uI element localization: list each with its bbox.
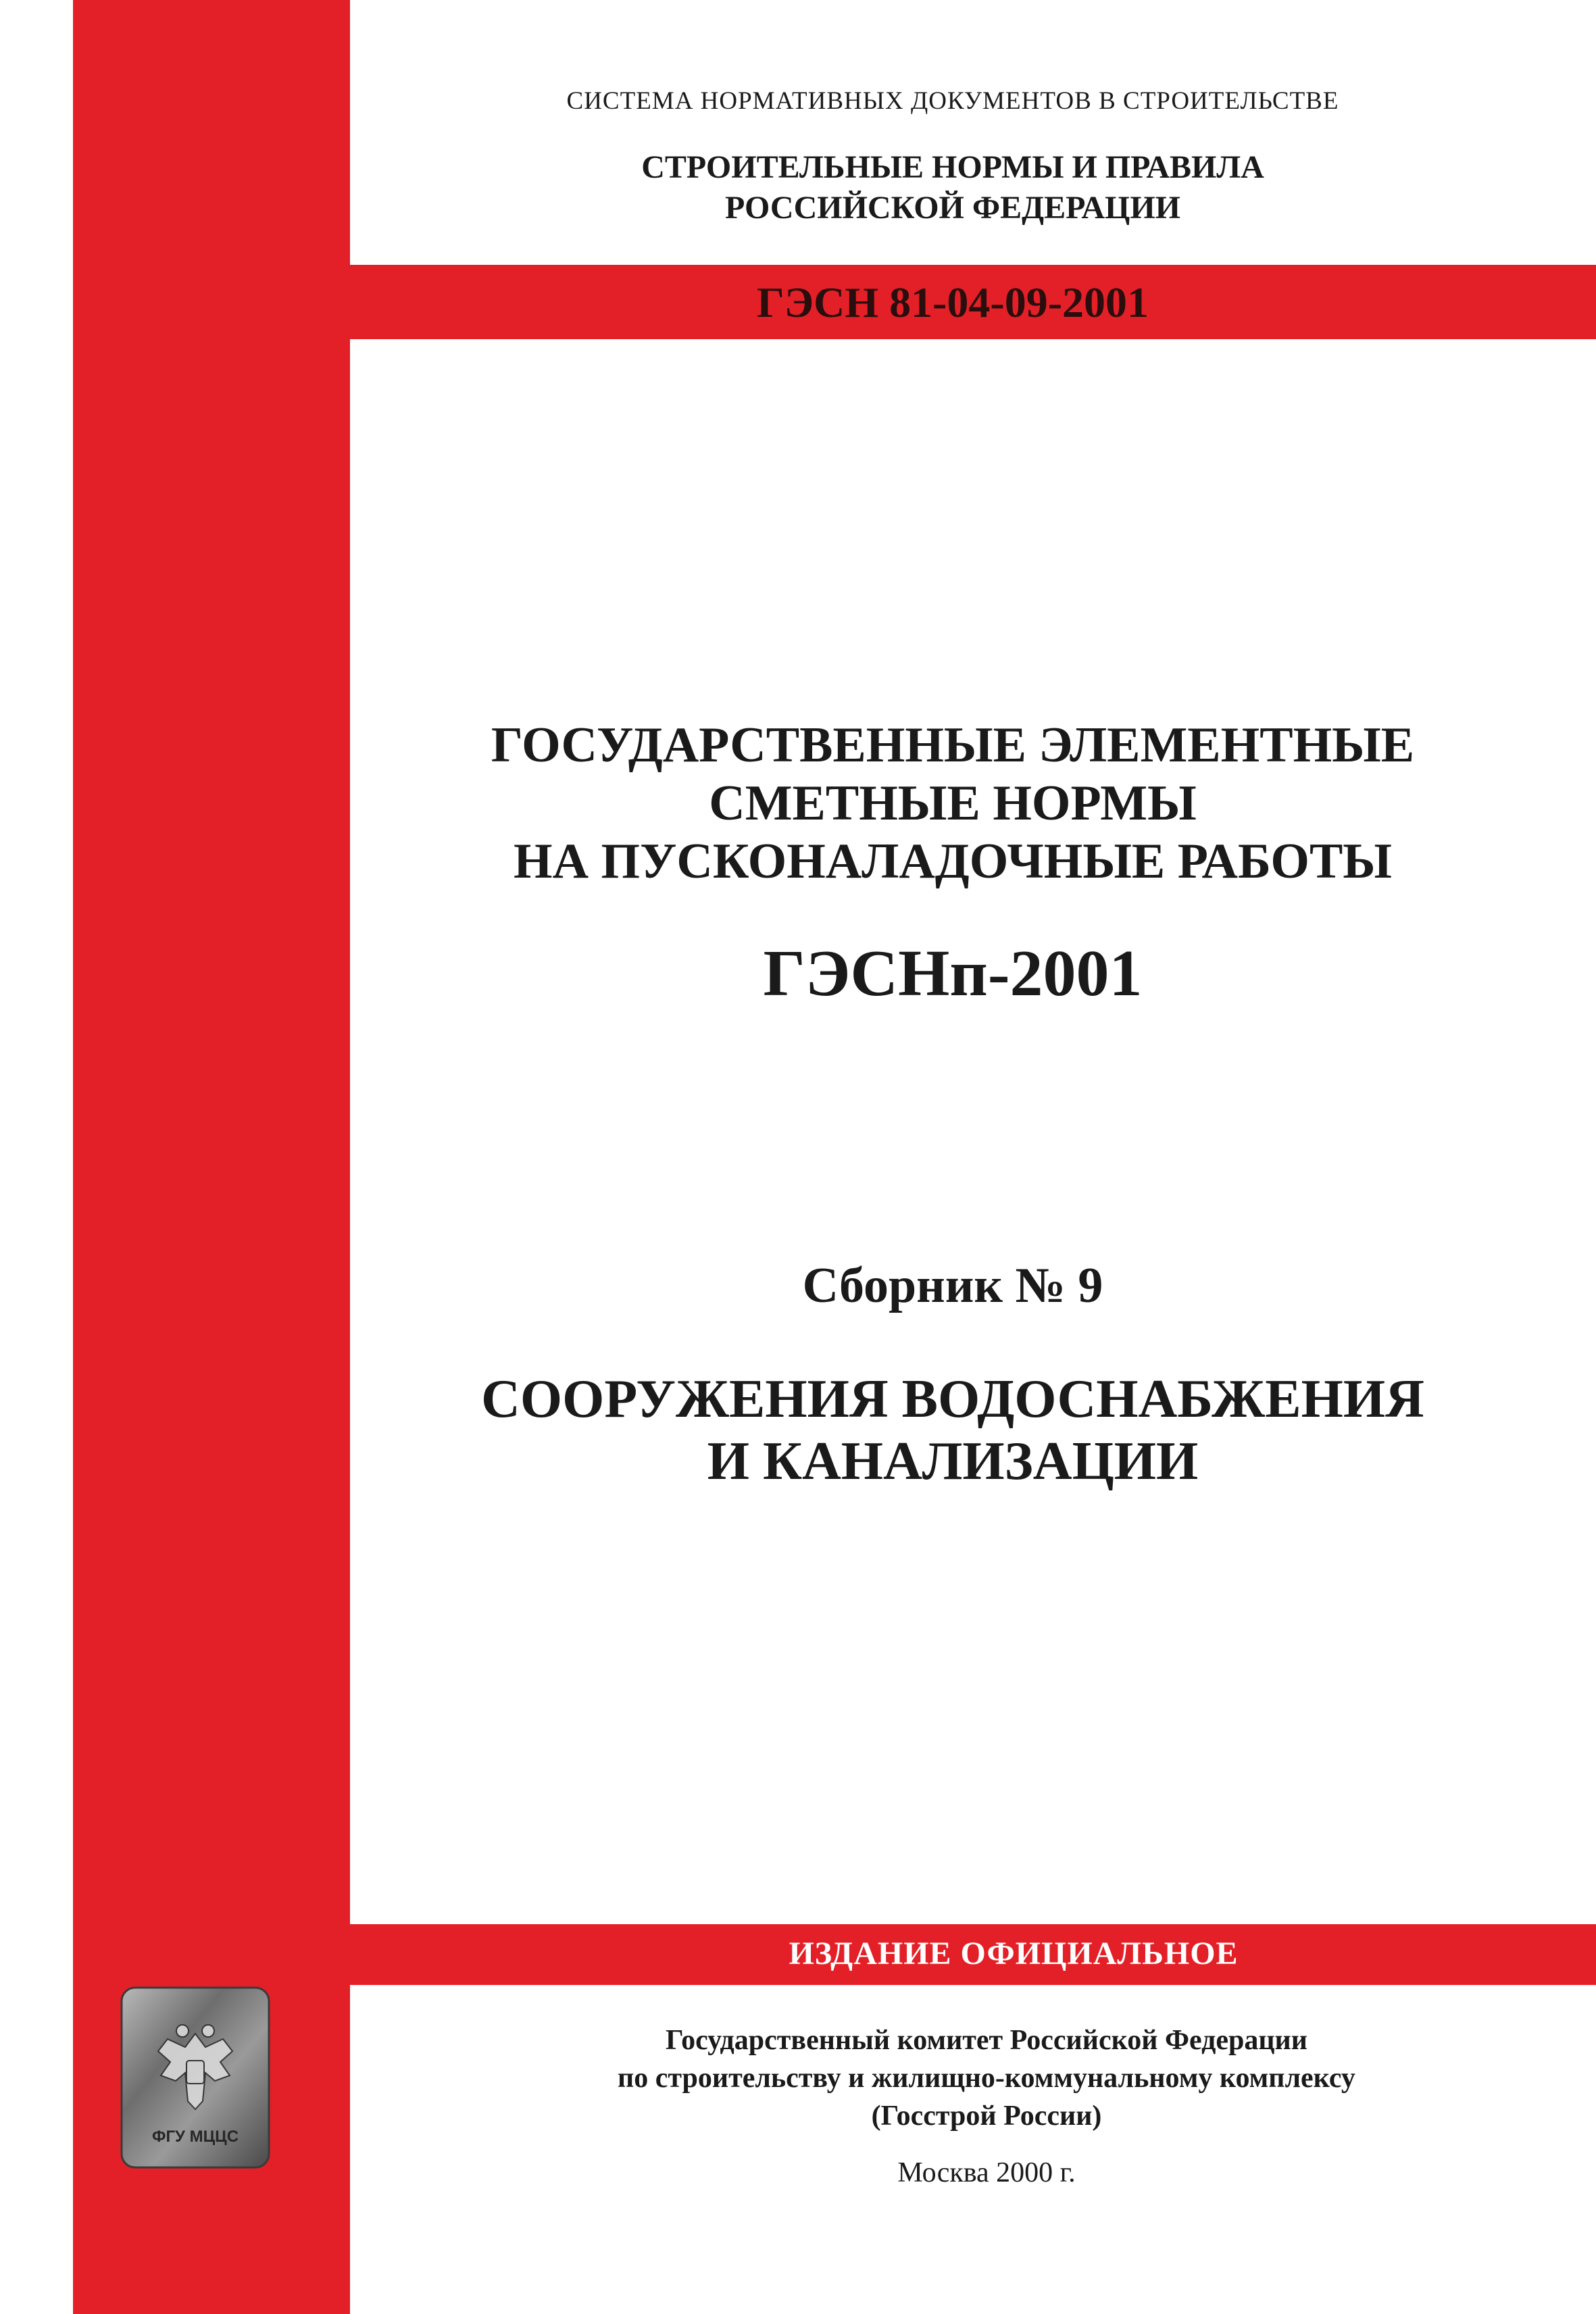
- system-line: СИСТЕМА НОРМАТИВНЫХ ДОКУМЕНТОВ В СТРОИТЕЛЬСТВЕ: [566, 87, 1339, 115]
- city-year: Москва 2000 г.: [897, 2157, 1076, 2188]
- main-title-line: НА ПУСКОНАЛАДОЧНЫЕ РАБОТЫ: [514, 834, 1392, 889]
- document-code: ГЭСН 81-04-09-2001: [756, 278, 1149, 326]
- snip-title-line: СТРОИТЕЛЬНЫЕ НОРМЫ И ПРАВИЛА: [641, 149, 1264, 185]
- hologram-text: ФГУ МЦЦС: [151, 2128, 239, 2146]
- publisher-line: по строительству и жилищно-коммунальному комплексу: [618, 2063, 1355, 2094]
- main-title-line: СМЕТНЫЕ НОРМЫ: [709, 776, 1197, 831]
- publisher: [473, 2021, 1500, 2135]
- official-edition-label: ИЗДАНИЕ ОФИЦИАЛЬНОЕ: [789, 1936, 1239, 1971]
- snip-title: [473, 147, 1432, 228]
- short-name: ГЭСНп-2001: [763, 937, 1143, 1010]
- collection-subject: [405, 1368, 1500, 1492]
- snip-title-line: РОССИЙСКОЙ ФЕДЕРАЦИИ: [724, 190, 1181, 226]
- publisher-line: Государственный комитет Российской Федерации: [666, 2025, 1307, 2056]
- double-headed-eagle-hologram-icon: [120, 1986, 270, 2169]
- main-title-line: ГОСУДАРСТВЕННЫЕ ЭЛЕМЕНТНЫЕ: [491, 718, 1415, 773]
- subject-line: И КАНАЛИЗАЦИИ: [707, 1432, 1199, 1491]
- main-title: [405, 716, 1500, 890]
- collection-number: Сборник № 9: [802, 1258, 1103, 1313]
- hologram-sticker: [120, 1986, 270, 2169]
- publisher-line: (Госстрой России): [871, 2101, 1102, 2132]
- subject-line: СООРУЖЕНИЯ ВОДОСНАБЖЕНИЯ: [481, 1369, 1424, 1429]
